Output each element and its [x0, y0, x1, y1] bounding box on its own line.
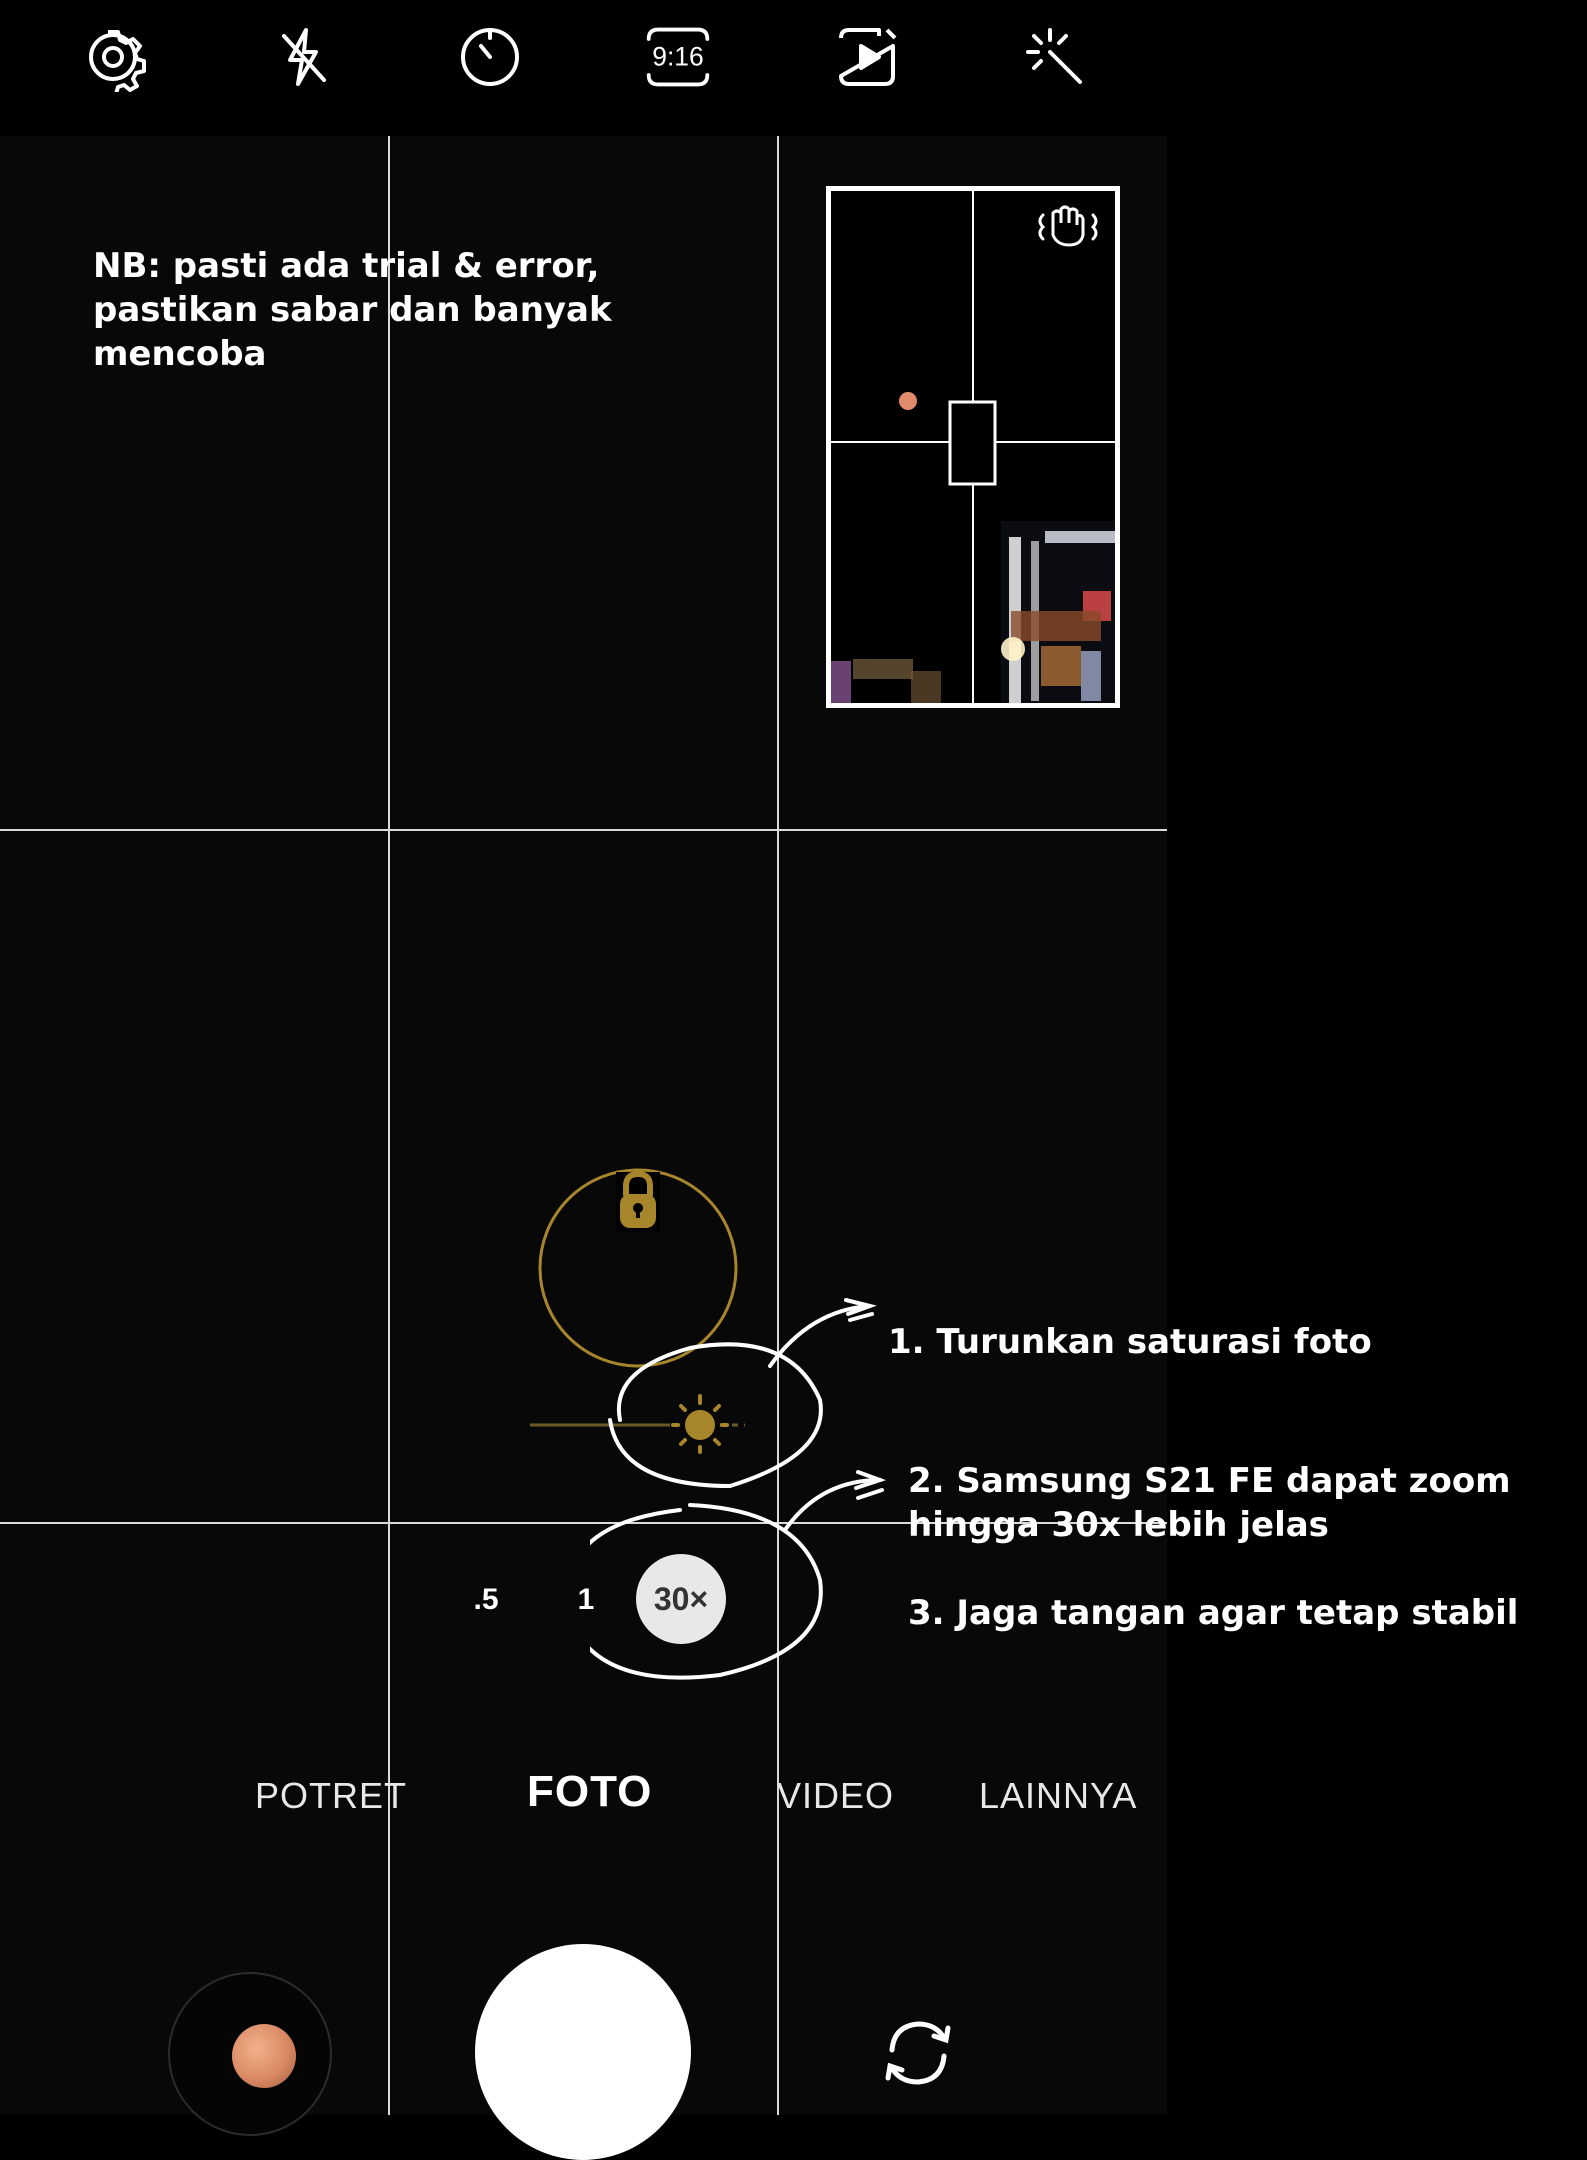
switch-camera-icon[interactable]: [878, 2016, 958, 2090]
shutter-button[interactable]: [475, 1944, 691, 2160]
aspect-ratio-icon[interactable]: [643, 22, 717, 92]
annotation-step3: 3. Jaga tangan agar tetap stabil: [908, 1593, 1519, 1633]
zoom-area-box: [950, 402, 995, 484]
top-toolbar: [0, 0, 1587, 136]
zoom-option-1[interactable]: 1: [577, 1583, 595, 1616]
grid-line: [0, 829, 1167, 831]
mode-lainnya[interactable]: LAINNYA: [979, 1775, 1138, 1816]
grid-line: [777, 136, 779, 2115]
circle-brightness: [610, 1344, 821, 1486]
focus-lock-icon: [616, 1172, 660, 1232]
moon-thumbnail-image: [232, 2024, 296, 2088]
settings-icon[interactable]: [78, 22, 148, 92]
mode-potret[interactable]: POTRET: [255, 1775, 408, 1816]
zoom-minimap: [826, 186, 1120, 708]
hand-drawn-annotations: [590, 1290, 910, 1690]
grid-line: [388, 136, 390, 2115]
moon-dot: [899, 392, 917, 410]
gallery-thumbnail[interactable]: [168, 1972, 332, 2136]
mode-foto[interactable]: FOTO: [527, 1767, 653, 1816]
tip-note: NB: pasti ada trial & error, pastikan sabar dan banyak mencoba: [93, 246, 612, 374]
mode-video[interactable]: VIDEO: [777, 1775, 895, 1816]
zoom-option-0.5[interactable]: .5: [473, 1583, 499, 1616]
annotation-step2-line2: hingga 30x lebih jelas: [908, 1505, 1329, 1545]
annotation-step1: 1. Turunkan saturasi foto: [888, 1322, 1372, 1362]
annotation-step2-line1: 2. Samsung S21 FE dapat zoom: [908, 1461, 1511, 1501]
aspect-ratio-label: 9:16: [652, 41, 704, 72]
flash-off-icon[interactable]: [268, 22, 338, 92]
filter-effects-icon[interactable]: [1020, 22, 1090, 92]
timer-icon[interactable]: [455, 22, 525, 92]
zoom-option-30x[interactable]: 30×: [636, 1554, 726, 1644]
arrow-step2: [785, 1480, 880, 1530]
motion-photo-icon[interactable]: [833, 22, 903, 92]
